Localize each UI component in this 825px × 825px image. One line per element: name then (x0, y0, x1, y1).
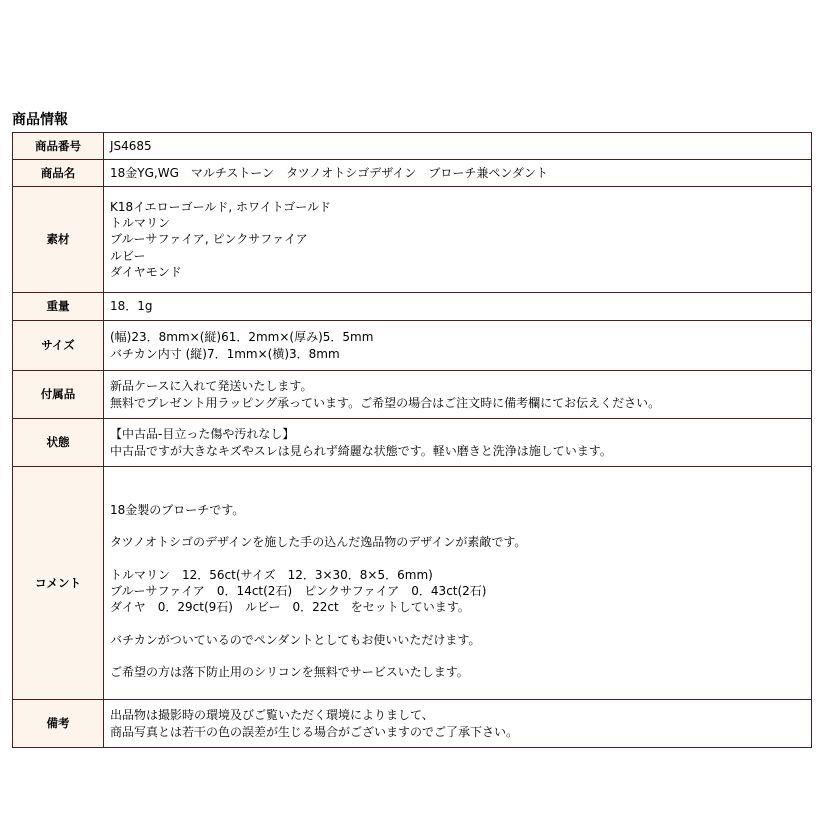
label-product-code: 商品番号 (13, 133, 104, 160)
value-accessories (104, 371, 812, 419)
comment-line: トルマリン 12．56ct(サイズ 12．3×30．8×5．6mm) (110, 567, 433, 582)
label-size: サイズ (13, 321, 104, 371)
size-line: (幅)23．8mm×(縦)61．2mm×(厚み)5．5mm (110, 330, 374, 345)
material-line: ダイヤモンド (110, 264, 182, 279)
value-size (104, 321, 812, 371)
section-title: 商品情報 (12, 112, 68, 128)
comment-line: ご希望の方は落下防止用のシリコンを無料でサービスいたします。 (110, 664, 469, 679)
value-condition (104, 419, 812, 467)
row-material (13, 187, 812, 293)
row-comment (13, 467, 812, 700)
label-note: 備考 (13, 700, 104, 748)
value-comment (104, 467, 812, 700)
material-line: トルマリン (110, 216, 171, 231)
product-name-text: 18金YG,WG マルチストーン タツノオトシゴデザイン ブローチ兼ペンダント (110, 165, 548, 180)
product-info-table (12, 132, 812, 748)
label-comment: コメント (13, 467, 104, 700)
value-product-code: JS4685 (104, 133, 812, 160)
row-note (13, 700, 812, 748)
material-line: K18イエローゴールド, ホワイトゴールド (110, 199, 331, 214)
note-line: 出品物は撮影時の環境及びご覧いただく環境によりまして、 (110, 708, 434, 723)
row-product-code (13, 133, 812, 160)
comment-line: バチカンがついているのでペンダントとしてもお使いいただけます。 (110, 632, 481, 647)
row-size (13, 321, 812, 371)
value-note (104, 700, 812, 748)
value-product-name (104, 160, 812, 187)
comment-line: ダイヤ 0．29ct(9石) ルビー 0．22ct をセットしています。 (110, 600, 470, 615)
row-condition (13, 419, 812, 467)
material-line: ブルーサファイア, ピンクサファイア (110, 232, 308, 247)
label-accessories: 付属品 (13, 371, 104, 419)
label-product-name: 商品名 (13, 160, 104, 187)
comment-line: ブルーサファイア 0．14ct(2石) ピンクサファイア 0．43ct(2石) (110, 583, 487, 598)
accessories-line: 新品ケースに入れて発送いたします。 (110, 379, 313, 394)
size-line: バチカン内寸 (縦)7．1mm×(横)3．8mm (110, 346, 340, 361)
condition-line: 中古品ですが大きなキズやスレは見られず綺麗な状態です。軽い磨きと洗浄は施しています。 (110, 443, 612, 458)
accessories-line: 無料でプレゼント用ラッピング承っています。ご希望の場合はご注文時に備考欄にてお伝えください。 (110, 395, 661, 410)
material-line: ルビー (110, 248, 146, 263)
condition-line: 【中古品-目立った傷や汚れなし】 (110, 427, 295, 442)
label-material: 素材 (13, 187, 104, 293)
label-condition: 状態 (13, 419, 104, 467)
comment-line: タツノオトシゴのデザインを施した手の込んだ逸品物のデザインが素敵です。 (110, 535, 527, 550)
comment-line: 18金製のブローチです。 (110, 503, 245, 517)
note-line: 商品写真とは若干の色の誤差が生じる場合がございますのでご了承下さい。 (110, 724, 519, 739)
row-product-name (13, 160, 812, 187)
label-weight: 重量 (13, 293, 104, 321)
value-material (104, 187, 812, 293)
row-weight (13, 293, 812, 321)
row-accessories (13, 371, 812, 419)
value-weight: 18．1g (104, 293, 812, 321)
